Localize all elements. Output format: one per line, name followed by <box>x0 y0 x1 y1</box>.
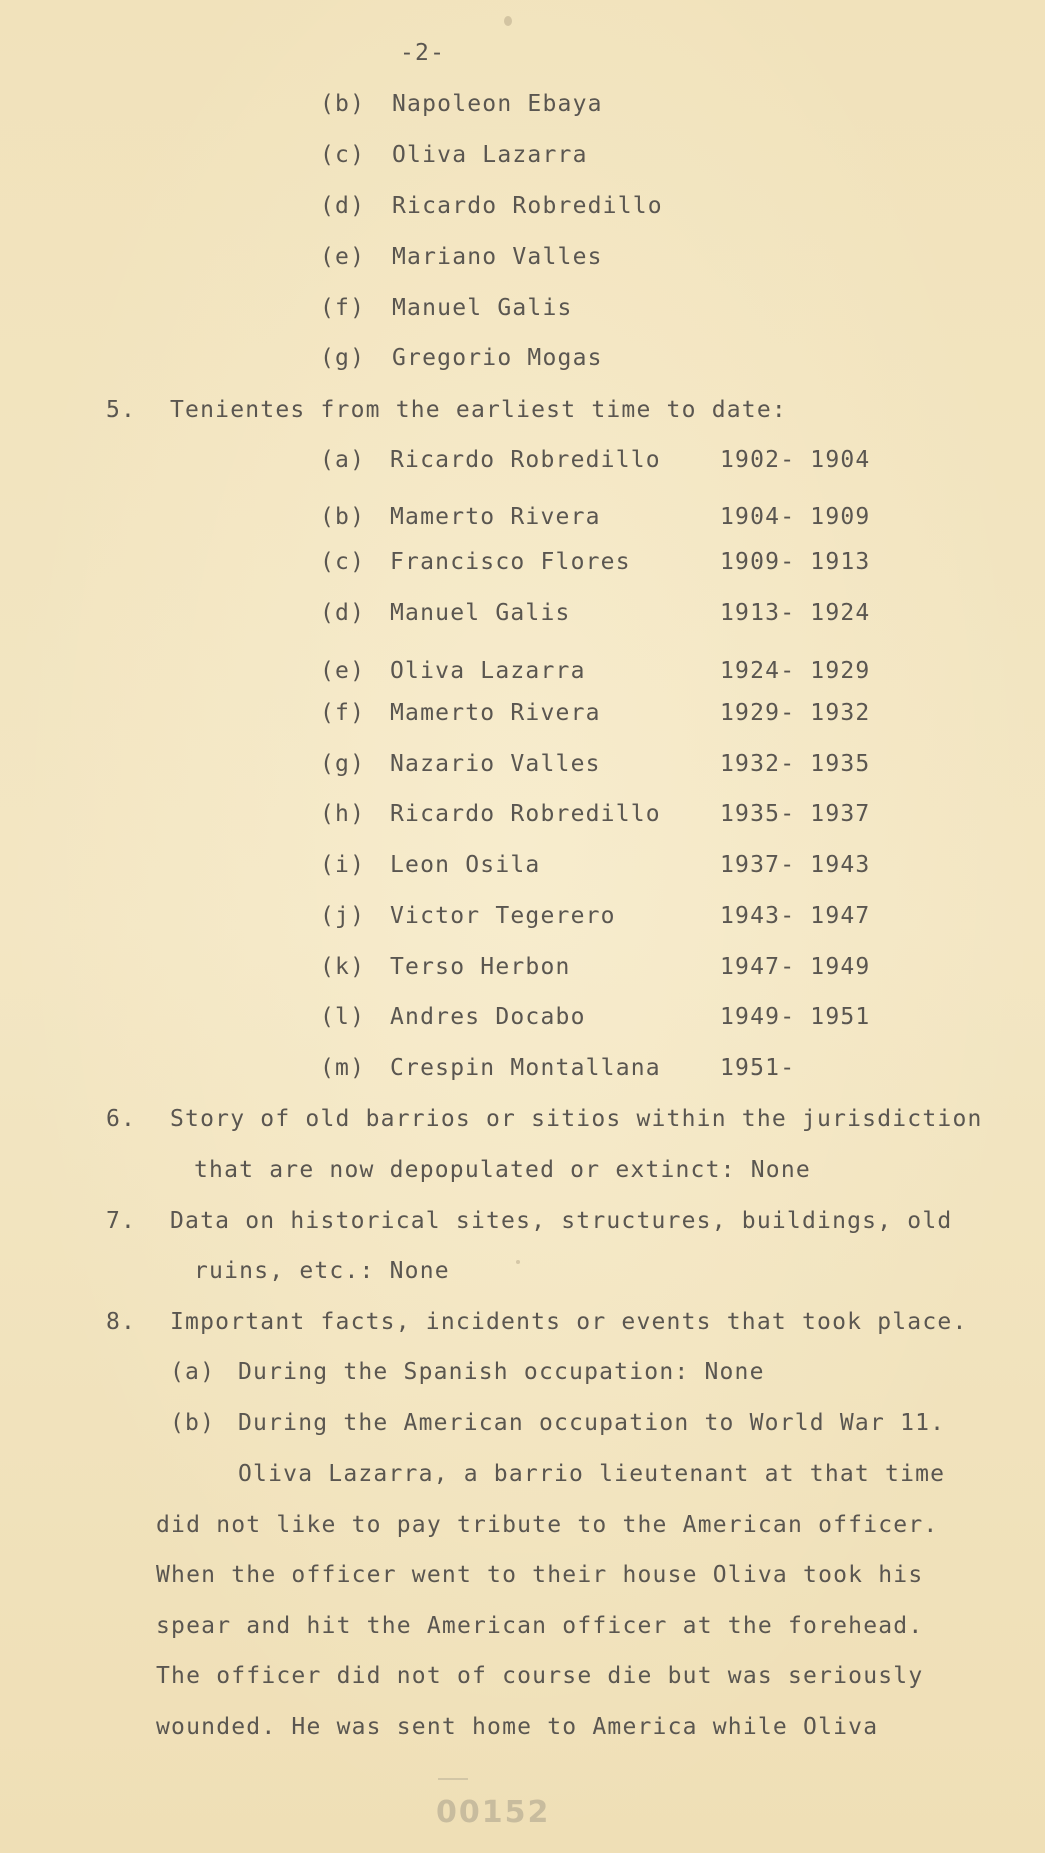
teniente-name: Manuel Galis <box>390 600 571 626</box>
section-heading: Important facts, incidents or events that took place. <box>170 1309 968 1335</box>
teniente-name: Victor Tegerero <box>390 903 616 929</box>
teniente-years: 1932- 1935 <box>720 751 871 777</box>
section-text-line: that are now depopulated or extinct: None <box>194 1157 811 1183</box>
teniente-years: 1902- 1904 <box>720 447 871 473</box>
list-item-letter: (d) <box>320 193 366 219</box>
section-text-line: ruins, etc.: None <box>194 1258 450 1284</box>
teniente-years: 1929- 1932 <box>720 700 871 726</box>
teniente-letter: (b) <box>320 504 366 530</box>
list-item-letter: (g) <box>320 345 366 371</box>
section-heading: Tenientes from the earliest time to date: <box>170 397 787 423</box>
list-item-letter: (b) <box>320 91 366 117</box>
teniente-years: 1951- <box>720 1055 796 1081</box>
subitem-text: During the American occupation to World War 11. <box>238 1410 946 1436</box>
teniente-letter: (e) <box>320 658 366 684</box>
teniente-years: 1947- 1949 <box>720 954 871 980</box>
teniente-name: Andres Docabo <box>390 1004 586 1030</box>
list-item-name: Napoleon Ebaya <box>392 91 603 117</box>
teniente-years: 1943- 1947 <box>720 903 871 929</box>
section-number: 8. <box>106 1309 137 1335</box>
stamp-dash <box>438 1778 468 1780</box>
list-item-name: Gregorio Mogas <box>392 345 603 371</box>
page-number: -2- <box>400 40 446 66</box>
list-item-name: Ricardo Robredillo <box>392 193 663 219</box>
teniente-letter: (j) <box>320 903 366 929</box>
teniente-name: Nazario Valles <box>390 751 601 777</box>
list-item-letter: (c) <box>320 142 366 168</box>
teniente-letter: (c) <box>320 549 366 575</box>
teniente-letter: (m) <box>320 1055 366 1081</box>
teniente-name: Francisco Flores <box>390 549 631 575</box>
page-stamp-number: 00152 <box>436 1795 551 1830</box>
teniente-years: 1904- 1909 <box>720 504 871 530</box>
teniente-name: Mamerto Rivera <box>390 504 601 530</box>
teniente-letter: (d) <box>320 600 366 626</box>
list-item-name: Manuel Galis <box>392 295 573 321</box>
subitem-text: During the Spanish occupation: None <box>238 1359 765 1385</box>
teniente-name: Ricardo Robredillo <box>390 447 661 473</box>
teniente-years: 1909- 1913 <box>720 549 871 575</box>
teniente-letter: (a) <box>320 447 366 473</box>
paragraph-line: wounded. He was sent home to America while Oliva <box>156 1714 879 1740</box>
teniente-letter: (f) <box>320 700 366 726</box>
section-number: 6. <box>106 1106 137 1132</box>
teniente-letter: (i) <box>320 852 366 878</box>
section-number: 7. <box>106 1208 137 1234</box>
paragraph-line: When the officer went to their house Oliva took his <box>156 1562 924 1588</box>
section-number: 5. <box>106 397 137 423</box>
section-text-line: Story of old barrios or sitios within the jurisdiction <box>170 1106 983 1132</box>
teniente-years: 1935- 1937 <box>720 801 871 827</box>
teniente-letter: (k) <box>320 954 366 980</box>
subitem-letter: (a) <box>170 1359 216 1385</box>
teniente-name: Leon Osila <box>390 852 541 878</box>
list-item-letter: (f) <box>320 295 366 321</box>
teniente-years: 1924- 1929 <box>720 658 871 684</box>
teniente-name: Ricardo Robredillo <box>390 801 661 827</box>
teniente-name: Oliva Lazarra <box>390 658 586 684</box>
teniente-letter: (l) <box>320 1004 366 1030</box>
teniente-name: Crespin Montallana <box>390 1055 661 1081</box>
teniente-years: 1937- 1943 <box>720 852 871 878</box>
teniente-letter: (h) <box>320 801 366 827</box>
teniente-letter: (g) <box>320 751 366 777</box>
paragraph-line: did not like to pay tribute to the American officer. <box>156 1512 939 1538</box>
list-item-letter: (e) <box>320 244 366 270</box>
paragraph-line: The officer did not of course die but was seriously <box>156 1663 924 1689</box>
subitem-letter: (b) <box>170 1410 216 1436</box>
teniente-years: 1949- 1951 <box>720 1004 871 1030</box>
paper-spot <box>504 16 512 26</box>
paper-spot <box>516 1260 520 1264</box>
teniente-name: Mamerto Rivera <box>390 700 601 726</box>
paragraph-line: Oliva Lazarra, a barrio lieutenant at that time <box>238 1461 946 1487</box>
teniente-years: 1913- 1924 <box>720 600 871 626</box>
section-text-line: Data on historical sites, structures, buildings, old <box>170 1208 953 1234</box>
list-item-name: Mariano Valles <box>392 244 603 270</box>
list-item-name: Oliva Lazarra <box>392 142 588 168</box>
teniente-name: Terso Herbon <box>390 954 571 980</box>
paragraph-line: spear and hit the American officer at the forehead. <box>156 1613 924 1639</box>
